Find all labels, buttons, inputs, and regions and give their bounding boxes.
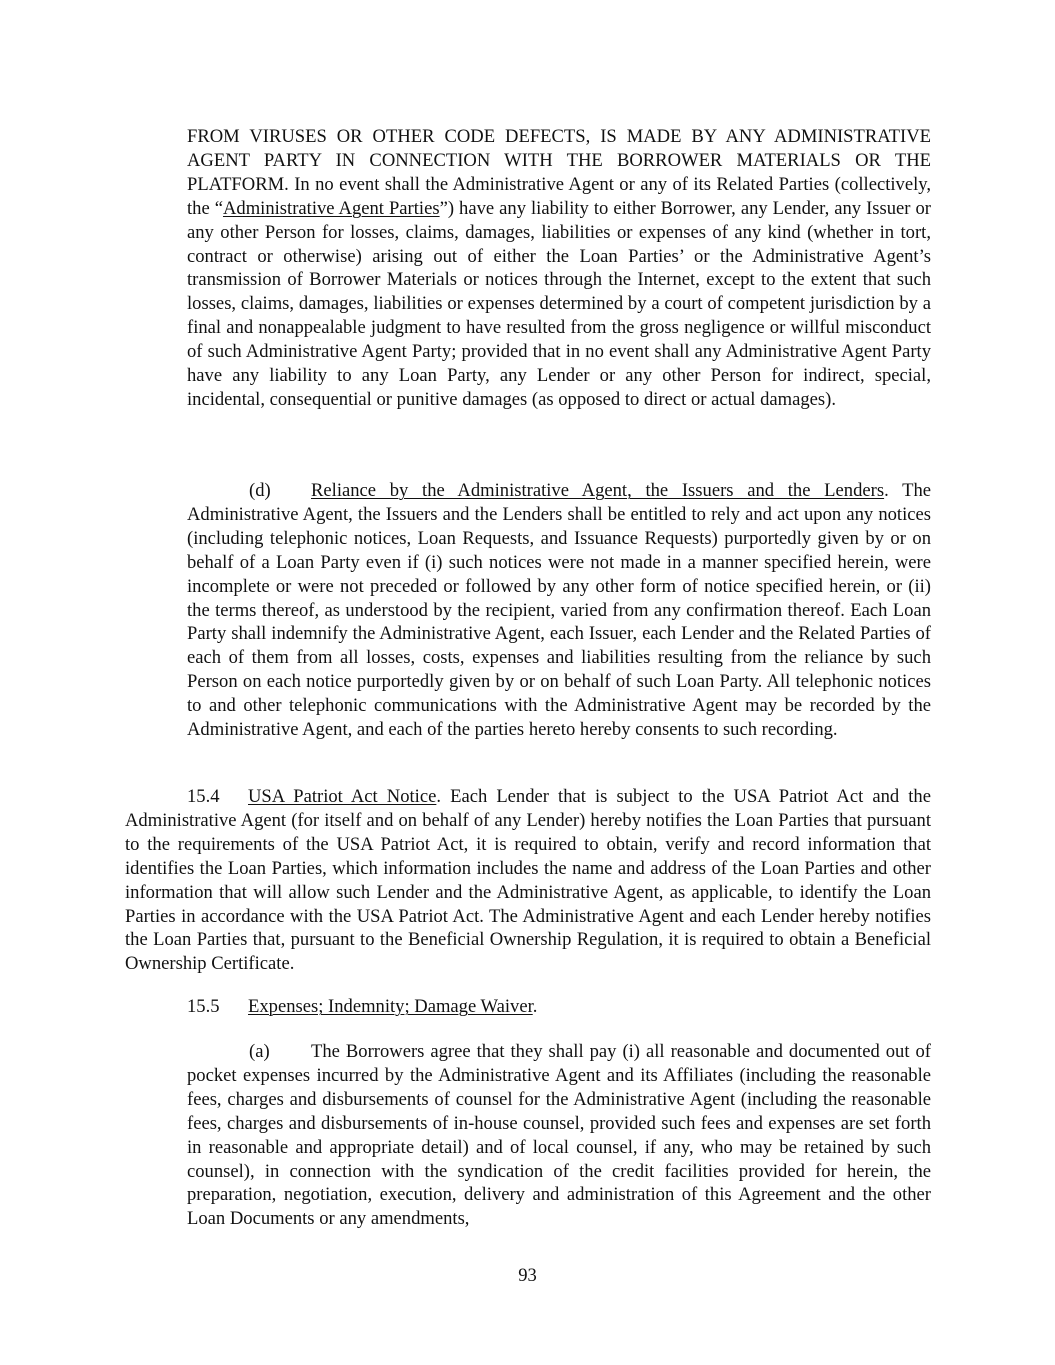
section-15-4-number: 15.4 [187, 786, 220, 807]
paragraph-c-text-1: FROM VIRUSES OR OTHER CODE DEFECTS, IS MADE BY ANY ADMINISTRATIVE AGENT PARTY IN CONNECTION WITH THE BORROWER MATERIALS OR THE PLATFORM. In no event shall the Administrative Agent or any of its Related Parties (collectively, the “ [187, 126, 931, 219]
section-15-5-trail: . [532, 996, 538, 1017]
paragraph-d [187, 479, 931, 742]
paragraph-d-label: (d) [249, 480, 271, 501]
paragraph-c-text-2: ”) have any liability to either Borrower, any Lender, any Issuer or any other Person for losses, claims, damages, liabilities or expenses of any kind (whether in tort, contract or otherwise) arising out of either the Loan Parties’ or the Administrative Agent’s transmission of Borrower Materials or notices through the Internet, except to the extent that such losses, claims, damages, liabilities or expenses determined by a court of competent jurisdiction by a final and nonappealable judgment to have resulted from the gross negligence or willful misconduct of such Administrative Agent Party; provided that in no event shall any Administrative Agent Party have any liability to any Loan Party, any Lender or any other Person for indirect, special, incidental, consequential or punitive damages (as opposed to direct or actual damages). [187, 197, 931, 410]
paragraph-a [187, 1040, 931, 1231]
section-15-5-number: 15.5 [187, 996, 220, 1017]
paragraph-d-heading: Reliance by the Administrative Agent, the Issuers and the Lenders [311, 480, 885, 501]
section-15-5-heading: Expenses; Indemnity; Damage Waiver [248, 996, 533, 1017]
paragraph-a-label: (a) [249, 1041, 270, 1062]
section-15-5 [125, 995, 931, 1019]
page-number: 93 [518, 1265, 537, 1286]
section-15-4-heading: USA Patriot Act Notice [248, 786, 437, 807]
defined-term-administrative-agent-parties: Administrative Agent Parties [222, 197, 440, 219]
paragraph-d-body: . The Administrative Agent, the Issuers and the Lenders shall be entitled to rely and act upon any notices (including telephonic notices, Loan Requests, and Issuance Requests) purportedly given by or on behalf of a Loan Party even if (i) such notices were not made in a manner specified herein, were incomplete or were not preceded or followed by any other form of notice specified herein, or (ii) the terms thereof, as understood by the recipient, varied from any confirmation thereof. Each Loan Party shall indemnify the Administrative Agent, each Issuer, each Lender and the Related Parties of each of them from all losses, costs, expenses and liabilities resulting from the reliance by such Person on each notice purportedly given by or on behalf of such Loan Party. All telephonic notices to and other telephonic communications with the Administrative Agent may be recorded by the Administrative Agent, and each of the parties hereto hereby consents to such recording. [187, 480, 932, 741]
section-15-4-body: . Each Lender that is subject to the USA Patriot Act and the Administrative Agent (for itself and on behalf of any Lender) hereby notifies the Loan Parties that pursuant to the requirements of the USA Patriot Act, it is required to obtain, verify and record information that identifies the Loan Parties, which information includes the name and address of the Loan Parties and other information that will allow such Lender and the Administrative Agent, as applicable, to identify the Loan Parties in accordance with the USA Patriot Act. The Administrative Agent and each Lender hereby notifies the Loan Parties that, pursuant to the Beneficial Ownership Regulation, it is required to obtain a Beneficial Ownership Certificate. [125, 786, 931, 975]
section-15-4 [125, 785, 931, 976]
paragraph-c-continuation [187, 125, 931, 412]
paragraph-a-body: The Borrowers agree that they shall pay (i) all reasonable and documented out of pocket expenses incurred by the Administrative Agent and its Affiliates (including the reasonable fees, charges and disbursements of counsel for the Administrative Agent (including the reasonable fees, charges and disbursements of in-house counsel, provided such fees and expenses are set forth in reasonable and appropriate detail) and of local counsel, if any, who may be retained by such counsel), in connection with the syndication of the credit facilities provided for herein, the preparation, negotiation, execution, delivery and administration of this Agreement and the other Loan Documents or any amendments, [187, 1041, 931, 1230]
